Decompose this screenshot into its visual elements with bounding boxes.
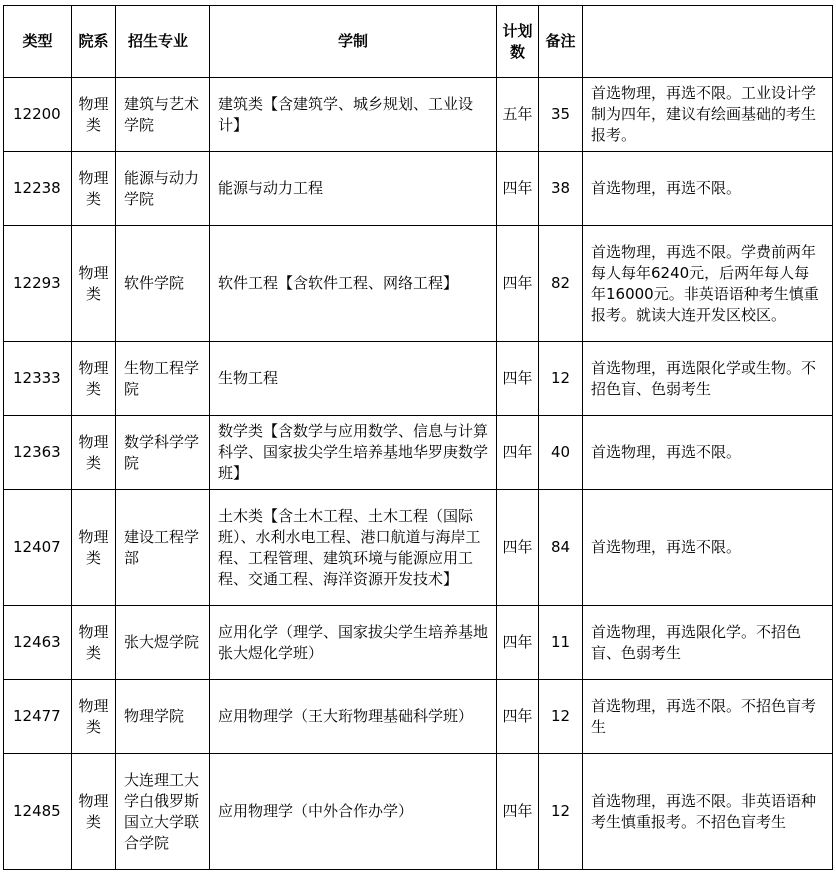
cell-major: 软件工程【含软件工程、网络工程】	[210, 226, 497, 342]
cell-code: 12485	[4, 754, 72, 870]
cell-plan: 82	[539, 226, 583, 342]
cell-type: 物理类	[72, 754, 116, 870]
cell-major: 数学类【含数学与应用数学、信息与计算科学、国家拔尖学生培养基地华罗庚数学班】	[210, 416, 497, 490]
table-row	[4, 606, 833, 680]
table-row	[4, 152, 833, 226]
cell-code: 12333	[4, 342, 72, 416]
header-type: 院系	[72, 6, 116, 78]
cell-major: 生物工程	[210, 342, 497, 416]
table-body	[4, 78, 833, 870]
cell-type: 物理类	[72, 342, 116, 416]
cell-plan: 12	[539, 680, 583, 754]
cell-years: 四年	[497, 226, 539, 342]
cell-code: 12200	[4, 78, 72, 152]
cell-major: 应用化学（理学、国家拔尖学生培养基地张大煜化学班）	[210, 606, 497, 680]
cell-code: 12293	[4, 226, 72, 342]
cell-note: 首选物理，再选不限。	[583, 490, 833, 606]
cell-type: 物理类	[72, 680, 116, 754]
cell-plan: 40	[539, 416, 583, 490]
cell-plan: 11	[539, 606, 583, 680]
header-plan: 备注	[539, 6, 583, 78]
cell-school: 软件学院	[116, 226, 210, 342]
cell-school: 物理学院	[116, 680, 210, 754]
header-major: 学制	[210, 6, 497, 78]
cell-note: 首选物理，再选不限。不招色盲考生	[583, 680, 833, 754]
cell-code: 12363	[4, 416, 72, 490]
cell-school: 数学科学学院	[116, 416, 210, 490]
cell-years: 四年	[497, 754, 539, 870]
cell-major: 土木类【含土木工程、土木工程（国际班）、水利水电工程、港口航道与海岸工程、工程管理、建筑环境与能源应用工程、交通工程、海洋资源开发技术】	[210, 490, 497, 606]
header-years: 计划数	[497, 6, 539, 78]
table-row	[4, 342, 833, 416]
cell-plan: 84	[539, 490, 583, 606]
table-row	[4, 416, 833, 490]
cell-major: 能源与动力工程	[210, 152, 497, 226]
cell-code: 12238	[4, 152, 72, 226]
cell-school: 能源与动力学院	[116, 152, 210, 226]
cell-major: 应用物理学（王大珩物理基础科学班）	[210, 680, 497, 754]
cell-years: 四年	[497, 416, 539, 490]
cell-years: 五年	[497, 78, 539, 152]
cell-plan: 38	[539, 152, 583, 226]
cell-major: 建筑类【含建筑学、城乡规划、工业设计】	[210, 78, 497, 152]
cell-years: 四年	[497, 342, 539, 416]
cell-note: 首选物理，再选不限。非英语语种考生慎重报考。不招色盲考生	[583, 754, 833, 870]
header-row	[4, 6, 833, 78]
cell-years: 四年	[497, 152, 539, 226]
cell-school: 生物工程学院	[116, 342, 210, 416]
admissions-table-container	[3, 5, 836, 870]
header-code: 类型	[4, 6, 72, 78]
table-row	[4, 754, 833, 870]
table-row	[4, 226, 833, 342]
cell-plan: 12	[539, 342, 583, 416]
cell-years: 四年	[497, 680, 539, 754]
cell-type: 物理类	[72, 78, 116, 152]
header-school: 招生专业	[116, 6, 210, 78]
table-row	[4, 490, 833, 606]
cell-code: 12463	[4, 606, 72, 680]
table-row	[4, 78, 833, 152]
cell-school: 大连理工大学白俄罗斯国立大学联合学院	[116, 754, 210, 870]
cell-major: 应用物理学（中外合作办学）	[210, 754, 497, 870]
cell-type: 物理类	[72, 416, 116, 490]
cell-note: 首选物理，再选不限。	[583, 416, 833, 490]
cell-note: 首选物理，再选不限。学费前两年每人每年6240元，后两年每人每年16000元。非英语语种考生慎重报考。就读大连开发区校区。	[583, 226, 833, 342]
cell-note: 首选物理，再选不限。工业设计学制为四年，建议有绘画基础的考生报考。	[583, 78, 833, 152]
cell-type: 物理类	[72, 490, 116, 606]
cell-code: 12477	[4, 680, 72, 754]
cell-years: 四年	[497, 490, 539, 606]
cell-note: 首选物理，再选限化学或生物。不招色盲、色弱考生	[583, 342, 833, 416]
header-note	[583, 6, 833, 78]
cell-school: 建筑与艺术学院	[116, 78, 210, 152]
cell-note: 首选物理，再选限化学。不招色盲、色弱考生	[583, 606, 833, 680]
cell-code: 12407	[4, 490, 72, 606]
table-row	[4, 680, 833, 754]
cell-note: 首选物理，再选不限。	[583, 152, 833, 226]
cell-school: 建设工程学部	[116, 490, 210, 606]
cell-school: 张大煜学院	[116, 606, 210, 680]
cell-type: 物理类	[72, 152, 116, 226]
cell-years: 四年	[497, 606, 539, 680]
cell-type: 物理类	[72, 226, 116, 342]
cell-plan: 35	[539, 78, 583, 152]
cell-type: 物理类	[72, 606, 116, 680]
cell-plan: 12	[539, 754, 583, 870]
admissions-table	[3, 5, 833, 870]
